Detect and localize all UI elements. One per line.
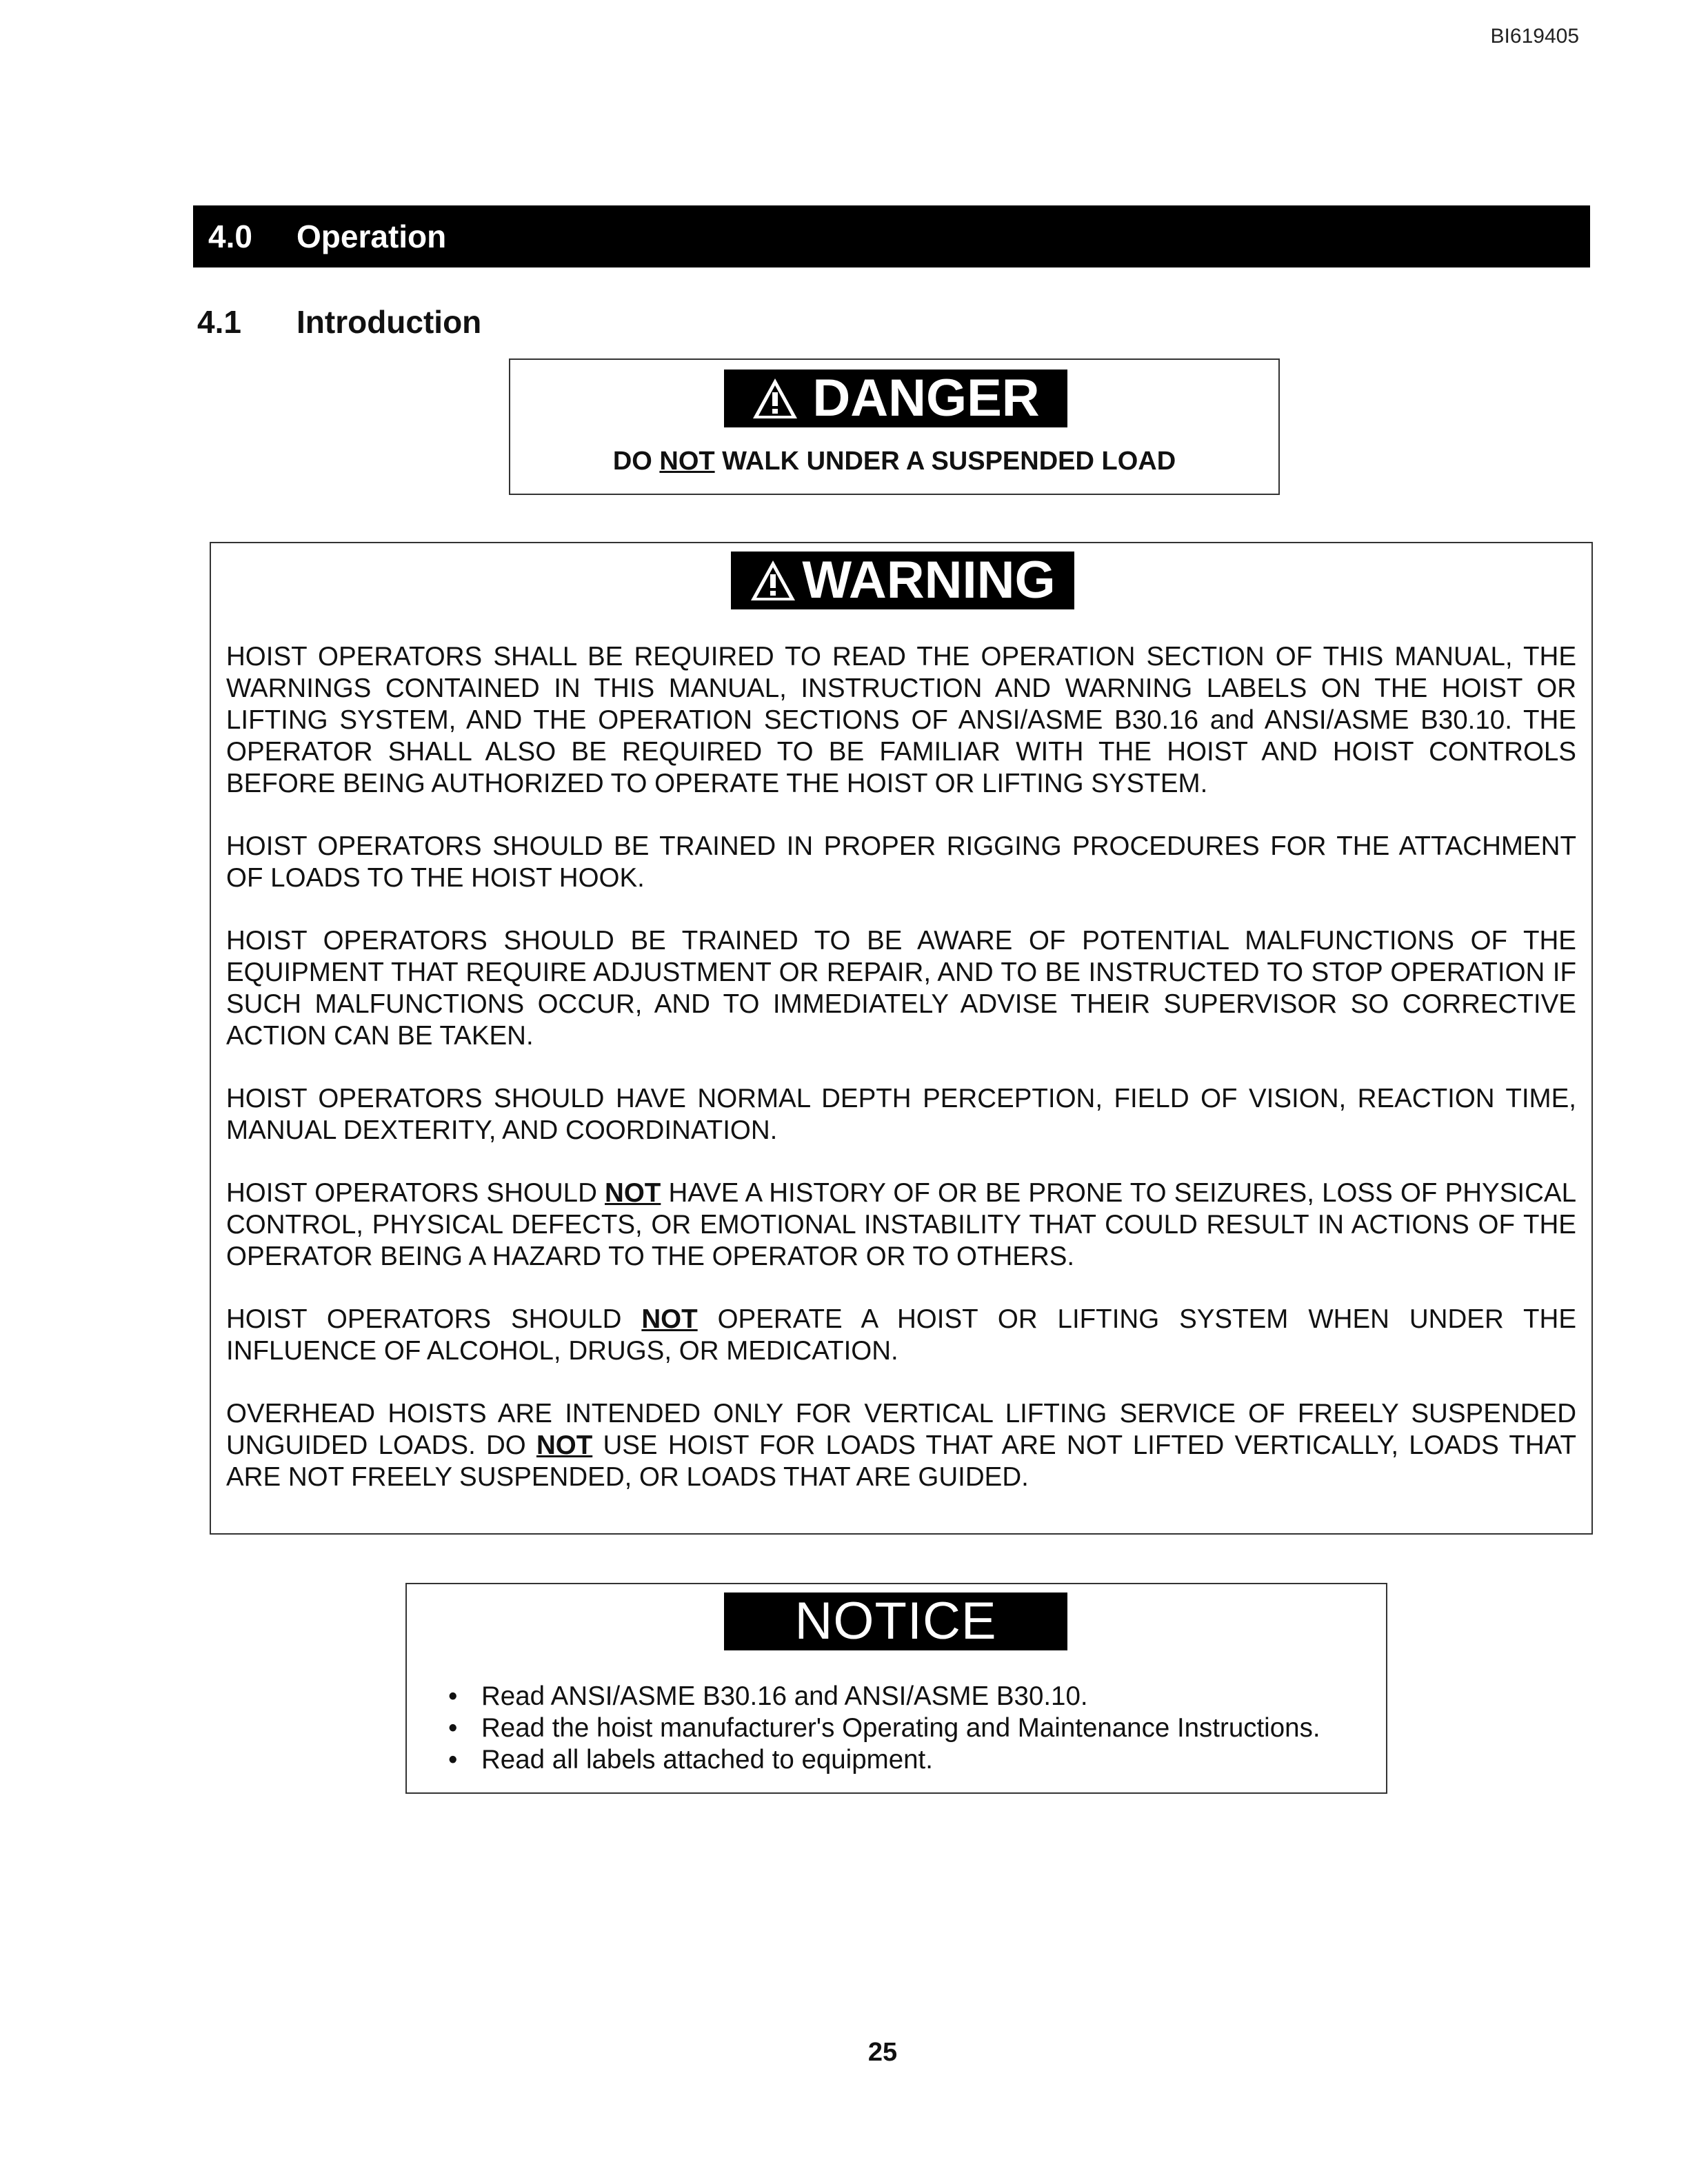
danger-message-suffix: WALK UNDER A SUSPENDED LOAD [714, 447, 1176, 476]
danger-label [724, 370, 1067, 427]
danger-label-text: DANGER [812, 369, 1040, 427]
p7-text-a: OVERHEAD HOISTS ARE INTENDED ONLY FOR VERTICAL LIFTING SERVICE OF FREELY SUSPENDED UNGUIDED LOADS. DO [226, 1399, 1576, 1460]
subsection-title: Introduction [297, 304, 482, 340]
warning-triangle-icon [752, 377, 798, 420]
page-number: 25 [867, 2038, 898, 2067]
danger-box [509, 358, 1280, 495]
notice-item: • Read the hoist manufacturer's Operating and Maintenance Instructions. [448, 1712, 1320, 1744]
danger-message-prefix: DO [612, 447, 660, 476]
warning-label-text: WARNING [802, 551, 1056, 609]
notice-label [724, 1593, 1067, 1650]
warning-label [731, 552, 1074, 609]
warning-paragraph-4: HOIST OPERATORS SHOULD HAVE NORMAL DEPTH PERCEPTION, FIELD OF VISION, REACTION TIME, MANUAL DEXTERITY, AND COORDINATION. [226, 1084, 1576, 1145]
p5-text-a: HOIST OPERATORS SHOULD [226, 1178, 605, 1208]
p5-text-b: HAVE A HISTORY OF OR BE PRONE TO SEIZURES, LOSS OF PHYSICAL CONTROL, PHYSICAL DEFECTS, OR EMOTIONAL INSTABILITY THAT COULD RESULT IN ACTIONS OF THE OPERATOR BEING A HAZARD TO THE OPERATOR OR TO OTHERS. [226, 1178, 1577, 1271]
p7-emphasis: NOT [536, 1430, 593, 1460]
section-heading [193, 205, 1590, 267]
section-title: Operation [297, 219, 447, 254]
p6-text-a: HOIST OPERATORS SHOULD [226, 1304, 642, 1334]
notice-list [448, 1681, 1320, 1776]
danger-message-emphasis: NOT [659, 447, 715, 476]
warning-paragraph-6 [226, 1304, 1576, 1367]
subsection-number: 4.1 [197, 304, 241, 340]
p6-text-b: OPERATE A HOIST OR LIFTING SYSTEM WHEN UNDER THE INFLUENCE OF ALCOHOL, DRUGS, OR MEDICATION. [226, 1304, 1576, 1366]
notice-item: • Read all labels attached to equipment. [448, 1744, 1320, 1776]
warning-text [226, 641, 1576, 1524]
warning-paragraph-3: HOIST OPERATORS SHOULD BE TRAINED TO BE AWARE OF POTENTIAL MALFUNCTIONS OF THE EQUIPMENT THAT REQUIRE ADJUSTMENT OR REPAIR, AND TO BE INSTRUCTED TO STOP OPERATION IF SUCH MALFUNCTIONS OCCUR, AND TO IMMEDIATELY ADVISE THEIR SUPERVISOR SO CORRECTIVE ACTION CAN BE TAKEN. [226, 926, 1576, 1051]
warning-triangle-icon [750, 559, 796, 602]
document-id: BI619405 [1490, 25, 1579, 48]
p6-emphasis: NOT [641, 1304, 698, 1334]
subsection-heading [197, 303, 481, 341]
warning-paragraph-5 [226, 1177, 1576, 1273]
notice-box [405, 1583, 1387, 1794]
notice-label-text: NOTICE [794, 1592, 997, 1650]
p5-emphasis: NOT [605, 1178, 661, 1208]
p7-text-b: USE HOIST FOR LOADS THAT ARE NOT LIFTED VERTICALLY, LOADS THAT ARE NOT FREELY SUSPENDED, OR LOADS THAT ARE GUIDED. [226, 1430, 1576, 1492]
section-number: 4.0 [208, 219, 252, 254]
warning-box [210, 542, 1593, 1535]
notice-item: • Read ANSI/ASME B30.16 and ANSI/ASME B30.10. [448, 1681, 1320, 1712]
warning-paragraph-2: HOIST OPERATORS SHOULD BE TRAINED IN PROPER RIGGING PROCEDURES FOR THE ATTACHMENT OF LOADS TO THE HOIST HOOK. [226, 831, 1576, 893]
warning-paragraph-1: HOIST OPERATORS SHALL BE REQUIRED TO READ THE OPERATION SECTION OF THIS MANUAL, THE WARNINGS CONTAINED IN THIS MANUAL, INSTRUCTION AND WARNING LABELS ON THE HOIST OR LIFTING SYSTEM, AND THE OPERATION SECTIONS OF ANSI/ASME B30.16 and ANSI/ASME B30.10. THE OPERATOR SHALL ALSO BE REQUIRED TO BE FAMILIAR WITH THE HOIST AND HOIST CONTROLS BEFORE BEING AUTHORIZED TO OPERATE THE HOIST OR LIFTING SYSTEM. [226, 642, 1576, 798]
danger-message [510, 447, 1278, 476]
warning-paragraph-7 [226, 1398, 1576, 1493]
